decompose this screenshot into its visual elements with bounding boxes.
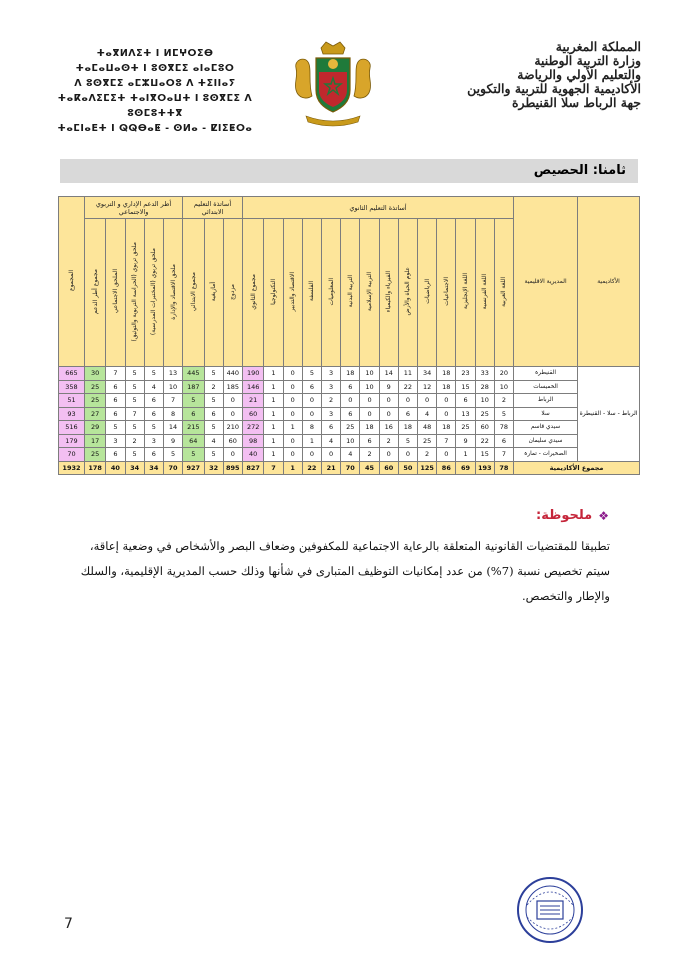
total-cell: 193 (475, 461, 494, 475)
header-subject: اللغة الإنجليزية (456, 219, 475, 367)
table-cell: 93 (59, 407, 85, 421)
table-cell: 11 (398, 367, 417, 381)
table-row (59, 380, 640, 394)
table-cell: 0 (283, 394, 302, 408)
total-cell: 69 (456, 461, 475, 475)
header-line: ⴷ ⵓⵙⴳⵎⵉ ⴰⵎⵣⵡⴰⵔⵓ ⴷ ⵜⵉⵏⵏⴰⵢ (74, 78, 236, 89)
directorate-cell: الصخيرات - تمارة (514, 448, 578, 462)
table-cell: 8 (163, 407, 182, 421)
table-cell: 2 (125, 434, 144, 448)
table-cell: 4 (418, 407, 437, 421)
table-row (59, 421, 640, 435)
table-cell: 6 (360, 434, 379, 448)
table-cell: 6 (144, 407, 163, 421)
table-cell: 190 (242, 367, 263, 381)
quota-table (58, 196, 640, 475)
header-subject: الفيزياء والكيمياء (379, 219, 398, 367)
table-cell: 16 (379, 421, 398, 435)
table-cell: 2 (204, 380, 223, 394)
header-subject: علوم الحياة والأرض (398, 219, 417, 367)
header-secondary-group: أساتذة التعليم الثانوي (242, 197, 513, 219)
table-cell: 30 (84, 367, 105, 381)
table-cell: 3 (322, 367, 341, 381)
table-cell: 6 (106, 448, 125, 462)
total-cell: 22 (302, 461, 321, 475)
header-arabic (431, 40, 641, 110)
directorate-cell: سيدي قاسم (514, 421, 578, 435)
table-cell: 6 (322, 421, 341, 435)
table-cell: 8 (302, 421, 321, 435)
directorate-cell: الرباط (514, 394, 578, 408)
table-cell: 215 (183, 421, 204, 435)
total-cell: 125 (418, 461, 437, 475)
header-subject: أمازيغية (204, 219, 223, 367)
table-cell: 18 (437, 367, 456, 381)
table-cell: 0 (283, 448, 302, 462)
diamond-bullet-icon: ❖ (598, 508, 609, 523)
table-cell: 22 (475, 434, 494, 448)
table-cell: 1 (456, 448, 475, 462)
header-subject: الاقتصاد والتدبير (283, 219, 302, 367)
table-cell: 64 (183, 434, 204, 448)
table-cell: 6 (204, 407, 223, 421)
table-cell: 2 (322, 394, 341, 408)
table-cell: 0 (360, 407, 379, 421)
total-cell: 827 (242, 461, 263, 475)
table-cell: 18 (437, 380, 456, 394)
table-cell: 440 (223, 367, 242, 381)
table-cell: 18 (398, 421, 417, 435)
total-row (59, 461, 640, 475)
header-line: ⵜⴰⵎⴰⵡⴰⵙⵜ ⵏ ⵓⵙⴳⵎⵉ ⴰⵏⴰⵎⵓⵔ (75, 63, 235, 74)
header-subject: الاجتماعيات (437, 219, 456, 367)
total-cell: 1932 (59, 461, 85, 475)
table-cell: 5 (183, 448, 204, 462)
table-cell: 13 (456, 407, 475, 421)
table-cell: 0 (283, 367, 302, 381)
table-cell: 5 (125, 380, 144, 394)
table-cell: 0 (437, 394, 456, 408)
table-cell: 0 (398, 448, 417, 462)
table-cell: 4 (204, 434, 223, 448)
table-cell: 25 (418, 434, 437, 448)
table-cell: 10 (163, 380, 182, 394)
header-subject: التكنولوجيا (264, 219, 283, 367)
table-cell: 0 (418, 394, 437, 408)
table-cell: 25 (84, 380, 105, 394)
total-cell: 78 (494, 461, 513, 475)
note-heading (536, 508, 609, 523)
table-cell: 18 (341, 367, 360, 381)
table-row (59, 367, 640, 381)
table-cell: 0 (379, 394, 398, 408)
table-cell: 4 (322, 434, 341, 448)
table-cell: 98 (242, 434, 263, 448)
table-cell: 0 (322, 448, 341, 462)
header-line: ⵜⴰⴽⴰⴷⵉⵎⵉⵜ ⵜⴰⵏⴳⵔⴰⵡⵜ ⵏ ⵓⵙⴳⵎⵉ ⴷ ⵓⵙⵎⵓⵜⵜⴳ (57, 93, 253, 119)
table-cell: 6 (494, 434, 513, 448)
table-cell: 13 (163, 367, 182, 381)
table-cell: 1 (264, 434, 283, 448)
header-subject: الملحق الاجتماعي (106, 219, 125, 367)
table-cell: 18 (360, 421, 379, 435)
total-cell: 86 (437, 461, 456, 475)
total-cell: 927 (183, 461, 204, 475)
table-cell: 5 (125, 421, 144, 435)
table-cell: 10 (360, 367, 379, 381)
table-cell: 34 (418, 367, 437, 381)
total-cell: 60 (379, 461, 398, 475)
table-cell: 10 (494, 380, 513, 394)
table-cell: 6 (144, 394, 163, 408)
table-cell: 179 (59, 434, 85, 448)
table-cell: 0 (437, 448, 456, 462)
table-cell: 48 (418, 421, 437, 435)
total-cell: 21 (322, 461, 341, 475)
table-cell: 0 (283, 407, 302, 421)
note-body: تطبيقا للمقتضيات القانونية المتعلقة بالرعاية الاجتماعية للمكفوفين وضعاف البصر والأشخاص في وضعية إعاقة، سيتم تخصيص نسبة (7%) من عدد إمكانيات التوظيف المتبارى في شأنها وذلك حسب المديرية الإقليمية، والسلك والإطار والتخصص. (80, 539, 610, 603)
table-cell: 60 (475, 421, 494, 435)
header-line: وزارة التربية الوطنية (534, 53, 641, 68)
total-cell: 178 (84, 461, 105, 475)
table-cell: 6 (398, 407, 417, 421)
table-cell: 5 (106, 421, 125, 435)
header-subject: مجموع أطر الدعم (84, 219, 105, 367)
table-cell: 7 (125, 407, 144, 421)
table-cell: 0 (283, 380, 302, 394)
table-cell: 6 (341, 380, 360, 394)
table-cell: 25 (456, 421, 475, 435)
total-cell: 45 (360, 461, 379, 475)
table-cell: 7 (106, 367, 125, 381)
table-cell: 18 (437, 421, 456, 435)
table-row (59, 434, 640, 448)
table-cell: 40 (242, 448, 263, 462)
table-cell: 3 (106, 434, 125, 448)
header-subject: مجموع الابتدائي (183, 219, 204, 367)
table-cell: 51 (59, 394, 85, 408)
table-cell: 14 (163, 421, 182, 435)
table-cell: 23 (456, 367, 475, 381)
table-cell: 33 (475, 367, 494, 381)
table-cell: 10 (475, 394, 494, 408)
table-cell: 9 (379, 380, 398, 394)
table-cell: 187 (183, 380, 204, 394)
header-subject: الرياضيات (418, 219, 437, 367)
header-primary-group: أساتذة التعليم الابتدائي (183, 197, 243, 219)
header-line: جهة الرباط سلا القنيطرة (511, 95, 641, 110)
table-cell: 6 (302, 380, 321, 394)
header-subject: مجموع الثانوي (242, 219, 263, 367)
total-cell: 895 (223, 461, 242, 475)
official-stamp-icon (515, 875, 585, 945)
total-cell: 34 (144, 461, 163, 475)
table-cell: 1 (264, 448, 283, 462)
table-cell: 7 (494, 448, 513, 462)
table-cell: 0 (302, 394, 321, 408)
table-cell: 5 (125, 394, 144, 408)
table-cell: 0 (223, 448, 242, 462)
table-cell: 5 (144, 367, 163, 381)
table-cell: 29 (84, 421, 105, 435)
table-cell: 6 (341, 407, 360, 421)
table-cell: 6 (144, 448, 163, 462)
table-cell: 10 (360, 380, 379, 394)
coat-of-arms-icon (288, 38, 378, 128)
header-line: المملكة المغربية (555, 39, 641, 54)
table-cell: 9 (456, 434, 475, 448)
table-cell: 0 (379, 407, 398, 421)
table-cell: 6 (456, 394, 475, 408)
table-cell: 0 (437, 407, 456, 421)
table-cell: 7 (437, 434, 456, 448)
table-cell: 1 (264, 394, 283, 408)
table-cell: 25 (84, 448, 105, 462)
table-cell: 665 (59, 367, 85, 381)
header-subject: ملحق تربوي (الحراسة التربوية والتوثيق) (125, 219, 144, 367)
table-cell: 60 (223, 434, 242, 448)
table-cell: 1 (302, 434, 321, 448)
table-cell: 5 (125, 448, 144, 462)
total-cell: 32 (204, 461, 223, 475)
table-cell: 6 (106, 407, 125, 421)
header-line: الأكاديمية الجهوية للتربية والتكوين (467, 81, 641, 96)
total-cell: 40 (106, 461, 125, 475)
table-cell: 5 (144, 421, 163, 435)
table-cell: 0 (302, 448, 321, 462)
header-academy: الأكاديمية (578, 197, 640, 367)
table-cell: 445 (183, 367, 204, 381)
table-cell: 210 (223, 421, 242, 435)
table-cell: 25 (84, 394, 105, 408)
header-subject: ملحق الاقتصاد والإدارة (163, 219, 182, 367)
note-title: ملحوظة: (536, 508, 593, 523)
table-cell: 5 (163, 448, 182, 462)
table-cell: 27 (84, 407, 105, 421)
table-cell: 358 (59, 380, 85, 394)
table-cell: 5 (204, 448, 223, 462)
table-cell: 1 (264, 407, 283, 421)
header-subject: اللغة الفرنسية (475, 219, 494, 367)
total-cell: 1 (283, 461, 302, 475)
header-line: والتعليم الأولي والرياضة (517, 67, 641, 82)
header-total: المجموع (59, 197, 85, 367)
table-cell: 0 (223, 407, 242, 421)
table-cell: 6 (106, 380, 125, 394)
directorate-cell: سيدي سليمان (514, 434, 578, 448)
table-cell: 0 (360, 394, 379, 408)
table-cell: 5 (204, 421, 223, 435)
table-cell: 1 (264, 367, 283, 381)
table-cell: 15 (456, 380, 475, 394)
table-cell: 22 (398, 380, 417, 394)
directorate-cell: القنيطرة (514, 367, 578, 381)
header-admin-group: أطر الدعم الإداري و التربوي والاجتماعي (84, 197, 182, 219)
table-cell: 516 (59, 421, 85, 435)
table-cell: 15 (475, 448, 494, 462)
table-cell: 12 (418, 380, 437, 394)
table-cell: 17 (84, 434, 105, 448)
header-tifinagh (40, 46, 270, 136)
header-line: ⵜⴰⴳⵍⴷⵉⵜ ⵏ ⵍⵎⵖⵔⵉⴱ (96, 48, 214, 59)
header-subject: الفلسفة (302, 219, 321, 367)
table-cell: 272 (242, 421, 263, 435)
table-cell: 0 (302, 407, 321, 421)
academy-cell: الرباط - سلا - القنيطرة (578, 367, 640, 462)
table-cell: 4 (341, 448, 360, 462)
table-row (59, 448, 640, 462)
table-cell: 1 (283, 421, 302, 435)
table-cell: 3 (144, 434, 163, 448)
header-subject: التربية الإسلامية (360, 219, 379, 367)
directorate-cell: الخميسات (514, 380, 578, 394)
table-cell: 146 (242, 380, 263, 394)
page-number: 7 (64, 916, 73, 932)
table-cell: 3 (322, 407, 341, 421)
table-cell: 0 (341, 394, 360, 408)
table-cell: 5 (494, 407, 513, 421)
table-cell: 6 (183, 407, 204, 421)
header-subject: المعلوميات (322, 219, 341, 367)
table-cell: 0 (223, 394, 242, 408)
table-cell: 70 (59, 448, 85, 462)
total-row-label: مجموع الأكاديمية (514, 461, 640, 475)
header-line: ⵜⴰⵎⵏⴰⴹⵜ ⵏ ⵕⵕⴱⴰⵟ - ⵙⵍⴰ - ⵇⵏⵉⵟⵔⴰ (57, 123, 253, 134)
table-row (59, 394, 640, 408)
table-cell: 5 (302, 367, 321, 381)
table-cell: 7 (163, 394, 182, 408)
table-cell: 78 (494, 421, 513, 435)
table-cell: 60 (242, 407, 263, 421)
table-cell: 25 (475, 407, 494, 421)
table-cell: 25 (341, 421, 360, 435)
table-cell: 3 (322, 380, 341, 394)
table-cell: 0 (283, 434, 302, 448)
header-subject: ملحق تربوي (المختبرات المدرسية) (144, 219, 163, 367)
table-cell: 5 (125, 367, 144, 381)
table-cell: 9 (163, 434, 182, 448)
table-cell: 2 (494, 394, 513, 408)
total-cell: 50 (398, 461, 417, 475)
table-cell: 10 (341, 434, 360, 448)
table-cell: 5 (398, 434, 417, 448)
table-cell: 5 (204, 367, 223, 381)
table-cell: 2 (379, 434, 398, 448)
total-cell: 7 (264, 461, 283, 475)
table-cell: 1 (264, 421, 283, 435)
section-title: ثامنا: الحصيص (60, 159, 638, 183)
table-cell: 5 (183, 394, 204, 408)
header-subject: اللغة العربية (494, 219, 513, 367)
table-cell: 0 (379, 448, 398, 462)
table-cell: 185 (223, 380, 242, 394)
table-cell: 4 (144, 380, 163, 394)
table-cell: 2 (360, 448, 379, 462)
table-cell: 14 (379, 367, 398, 381)
table-cell: 6 (106, 394, 125, 408)
total-cell: 34 (125, 461, 144, 475)
total-cell: 70 (341, 461, 360, 475)
table-cell: 2 (418, 448, 437, 462)
header-directorate: المديرية الاقليمية (514, 197, 578, 367)
header-subject: مزدوج (223, 219, 242, 367)
table-cell: 0 (398, 394, 417, 408)
table-cell: 21 (242, 394, 263, 408)
table-cell: 1 (264, 380, 283, 394)
table-cell: 20 (494, 367, 513, 381)
table-cell: 5 (204, 394, 223, 408)
total-cell: 70 (163, 461, 182, 475)
directorate-cell: سلا (514, 407, 578, 421)
header-subject: التربية البدنية (341, 219, 360, 367)
table-row (59, 407, 640, 421)
table-cell: 28 (475, 380, 494, 394)
